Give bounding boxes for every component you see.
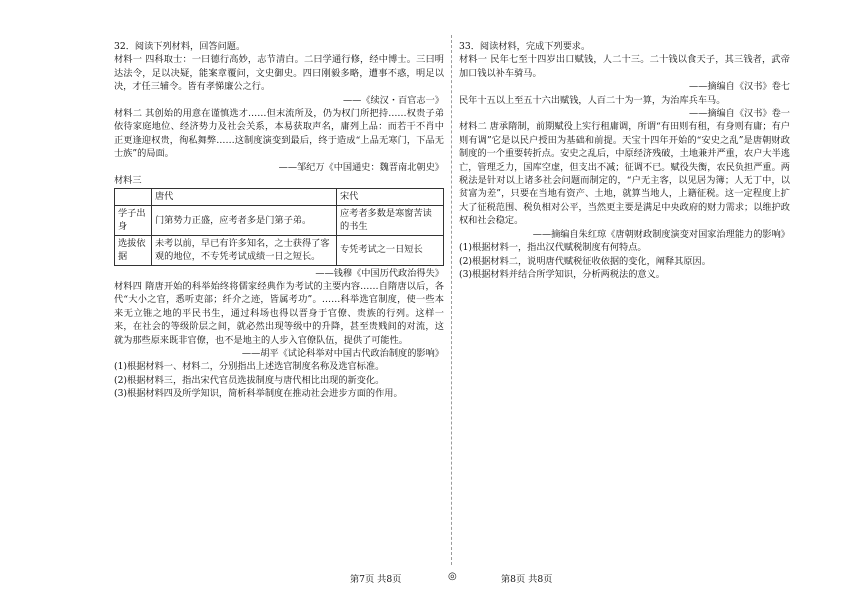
q32-material-3-label: 材料三 — [114, 175, 142, 187]
q32-material-4-source: ——胡平《试论科举对中国古代政治制度的影响》 — [241, 347, 444, 359]
q32-material-2-source: ——邹纪万《中国通史：魏晋南北朝史》 — [278, 161, 444, 173]
center-mark-icon: ◎ — [448, 571, 457, 582]
q33-material-2: 材料二 唐承隋制，前期赋役上实行租庸调，所谓“有田则有租，有身则有庸；有户则有调”它是以民户授田为基础和前提。天宝十四年开始的“安史之乱”是唐朝财政制度的一个重要转折点。安史之乱后，中原经济残破，土地兼并严重，农户大半逃亡，管理乏力，国库空虚，但支出不减；征调不已。赋役失衡，农民负担严重。两税法是针对以上诸多社会问题而制定的，“户无主客，以见居为簿；人无丁中，以贫富为差”，只要在当地有资产、土地，就算当地人，上籍征税。这一定程度上扩大了征税范围、税负相对公平，当然更主要是满足中央政府的财力需求；以维护政权和社会稳定。 — [459, 121, 790, 227]
q33-heading: 33．阅读材料，完成下列要求。 — [459, 41, 591, 52]
q33-material-2-source: ——摘编自朱红琼《唐朝财政制度演变对国家治理能力的影响》 — [532, 228, 790, 240]
q33-material-1: 材料一 民年七至十四岁出口赋钱，人二十三。二十钱以食天子，其三钱者，武帝加口钱以补车骑马。 — [459, 54, 790, 79]
question-33 — [459, 40, 790, 281]
q32-question-1: (1)根据材料一、材料二，分别指出上述选官制度名称及选官标准。 — [114, 361, 385, 373]
page-number-right: 第8页 共8页 — [501, 574, 553, 585]
q33-question-1: (1)根据材料一，指出汉代赋税制度有何特点。 — [459, 242, 647, 254]
q33-material-1b: 民年十五以上至五十六出赋钱，人百二十为一算，为治库兵车马。 — [459, 94, 726, 106]
q33-question-3: (3)根据材料并结合所学知识，分析两税法的意义。 — [459, 268, 665, 280]
q32-material-1: 材料一 四科取士：一曰德行高妙，志节清白。二曰学通行修，经中博士。三曰明达法令，足以决疑，能案章覆问，文史御史。四曰刚毅多略，遭事不惑，明足以决，才任三辅令。皆有孝悌廉公之行。 — [114, 54, 444, 93]
table-cell: 未考以前，早已有许多知名，之士获得了客观的地位，不专凭考试成绩一日之短长。 — [152, 235, 337, 265]
table-row — [115, 205, 444, 235]
q32-question-3: (3)根据材料四及所学知识，简析科举制度在推动社会进步方面的作用。 — [114, 388, 403, 400]
table-header-cell — [115, 189, 152, 205]
table-row — [115, 235, 444, 265]
table-cell: 选拔依据 — [115, 235, 152, 265]
table-header-row — [115, 189, 444, 205]
column-divider — [451, 35, 452, 565]
q32-material-3-table — [114, 188, 444, 265]
q32-heading: 32．阅读下列材料，回答问题。 — [114, 41, 246, 52]
q33-material-1b-source: ——摘编自《汉书》卷一 — [688, 108, 790, 120]
table-cell: 应考者多数是寒窗苦读的书生 — [337, 205, 444, 235]
q32-question-2: (2)根据材料三，指出宋代官员选拔制度与唐代相比出现的新变化。 — [114, 374, 385, 386]
q33-material-1-source: ——摘编自《汉书》卷七 — [688, 81, 790, 93]
question-32 — [114, 40, 444, 401]
page-number-left: 第7页 共8页 — [350, 574, 402, 585]
q32-material-2: 材料二 其创始的用意在谨慎选才……但末流所及，仍为权门所把持……权贵子弟依待家庭地位、经济势力及社会关系，本易获取声名，庸列上品：而若干不肖中正更逢迎权贵，徇私舞弊……这制度演变到最后，终于造成“上品无寒门，下品无士族”的局面。 — [114, 108, 444, 160]
q32-material-4: 材料四 隋唐开始的科举始终将儒家经典作为考试的主要内容……自隋唐以后，各代“大小之官，悉听吏部；纤介之迹，皆属考功”。……科举选官制度，使一些本来无立锥之地的平民书生，通过科场也得以晋身于官僚、贵族的行列。这样一来，在社会的等级阶层之间，就必然出现等级中的升降，甚至贵贱间的对流，这就为那些原来既非官僚，也不是地主的人步入官僚队伍，提供了可能性。 — [114, 280, 444, 346]
table-header-cell: 唐代 — [152, 189, 337, 205]
q33-question-2: (2)根据材料二，说明唐代赋税征收依据的变化，阐释其原因。 — [459, 255, 711, 267]
table-cell: 专凭考试之一日短长 — [337, 235, 444, 265]
table-cell: 门第势力正盛，应考者多是门第子弟。 — [152, 205, 337, 235]
table-cell: 学子出身 — [115, 205, 152, 235]
table-header-cell: 宋代 — [337, 189, 444, 205]
q32-material-3-source: ——钱穆《中国历代政治得失》 — [315, 267, 444, 279]
q32-material-1-source: ——《续汉・百官志一》 — [342, 94, 444, 106]
